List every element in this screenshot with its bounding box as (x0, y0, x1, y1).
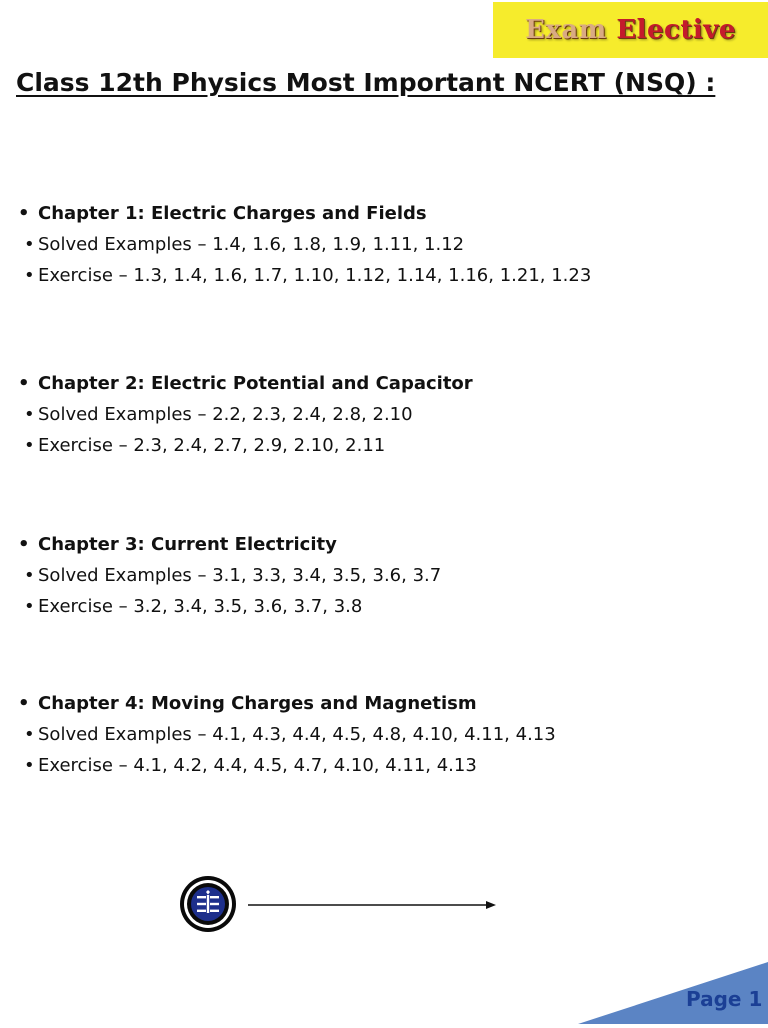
solved-examples-text: Solved Examples – 3.1, 3.3, 3.4, 3.5, 3.6, 3.7 (38, 565, 442, 586)
exercise-line (18, 430, 758, 461)
chapter-heading (18, 198, 758, 229)
bullet: • (24, 435, 35, 456)
bullet: • (24, 596, 35, 617)
chapter-heading (18, 529, 758, 560)
bullet: • (18, 203, 30, 224)
brand-badge (493, 2, 768, 58)
exercise-text: Exercise – 4.1, 4.2, 4.4, 4.5, 4.7, 4.10, 4.11, 4.13 (38, 755, 477, 776)
brand-word-elective: Elective (616, 15, 736, 45)
chapter-heading (18, 368, 758, 399)
brand-logo-text (493, 2, 768, 58)
bullet: • (24, 724, 35, 745)
solved-examples-text: Solved Examples – 2.2, 2.3, 2.4, 2.8, 2.10 (38, 404, 413, 425)
exercise-line (18, 750, 758, 781)
exercise-text: Exercise – 3.2, 3.4, 3.5, 3.6, 3.7, 3.8 (38, 596, 363, 617)
chapter-block-1 (18, 198, 758, 291)
exercise-text: Exercise – 2.3, 2.4, 2.7, 2.9, 2.10, 2.11 (38, 435, 386, 456)
chapter-title: Chapter 2: Electric Potential and Capacitor (38, 373, 473, 394)
brand-word-exam: Exam (525, 15, 607, 45)
solved-examples-line (18, 560, 758, 591)
chapter-title: Chapter 3: Current Electricity (38, 534, 337, 555)
bullet: • (24, 265, 35, 286)
chapter-title: Chapter 1: Electric Charges and Fields (38, 203, 427, 224)
bullet: • (18, 693, 30, 714)
bullet: • (24, 755, 35, 776)
exercise-line (18, 591, 758, 622)
chapter-heading (18, 688, 758, 719)
page-number-label: Page 1 (686, 987, 763, 1011)
solved-examples-text: Solved Examples – 4.1, 4.3, 4.4, 4.5, 4.8, 4.10, 4.11, 4.13 (38, 724, 556, 745)
right-arrow-icon (248, 897, 500, 913)
bullet: • (24, 404, 35, 425)
solved-examples-line (18, 229, 758, 260)
bullet: • (24, 234, 35, 255)
chapter-block-4 (18, 688, 758, 781)
exercise-text: Exercise – 1.3, 1.4, 1.6, 1.7, 1.10, 1.12, 1.14, 1.16, 1.21, 1.23 (38, 265, 592, 286)
solved-examples-text: Solved Examples – 1.4, 1.6, 1.8, 1.9, 1.11, 1.12 (38, 234, 465, 255)
solved-examples-line (18, 719, 758, 750)
exercise-line (18, 260, 758, 291)
page-title: Class 12th Physics Most Important NCERT (NSQ) : (16, 68, 716, 97)
solved-examples-line (18, 399, 758, 430)
chapter-title: Chapter 4: Moving Charges and Magnetism (38, 693, 477, 714)
chapter-block-2 (18, 368, 758, 461)
exam-elective-logo-icon (179, 875, 237, 933)
bullet: • (24, 565, 35, 586)
bullet: • (18, 373, 30, 394)
bullet: • (18, 534, 30, 555)
chapter-block-3 (18, 529, 758, 622)
